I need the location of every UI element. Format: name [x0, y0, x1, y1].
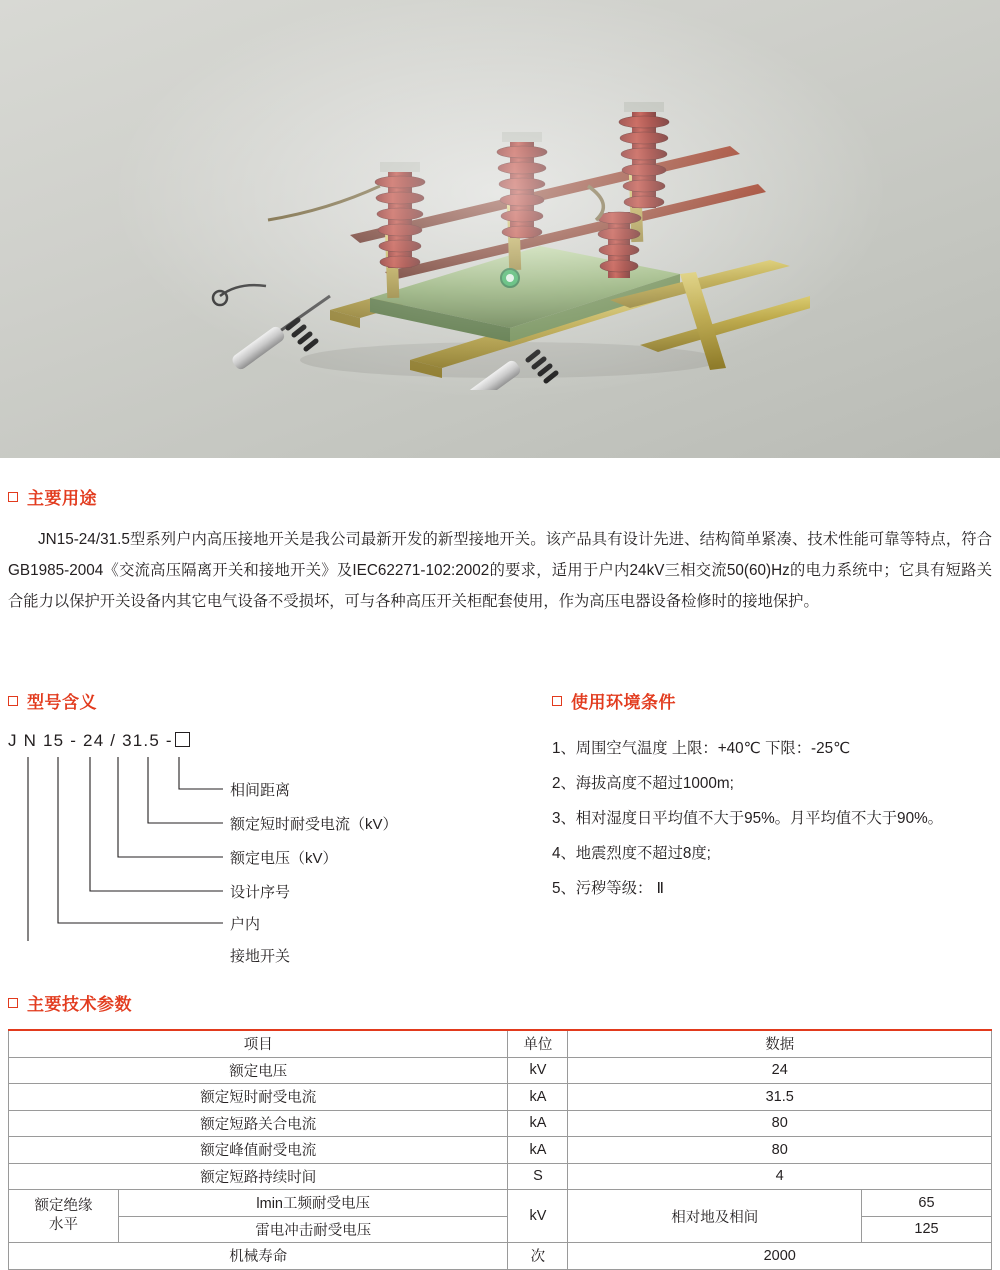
row-item: 额定峰值耐受电流 [9, 1137, 508, 1164]
section-heading-usage [8, 484, 992, 509]
earthing-switch-product-image [210, 60, 810, 390]
insulation-data: 相对地及相间 [568, 1190, 862, 1243]
table-row [9, 1084, 992, 1111]
model-label-5: 接地开关 [230, 948, 291, 965]
row-item: 机械寿命 [9, 1243, 508, 1270]
insulation-group-label-line1: 额定绝缘 [34, 1198, 93, 1214]
usage-paragraph-text: JN15-24/31.5型系列户内高压接地开关是我公司最新开发的新型接地开关。该产品具有设计先进、结构简单紧凑、技术性能可靠等特点，符合GB1985-2004《交流高压隔离开关和接地开关》及IEC62271-102:2002的要求，适用于户内24kV三相交流50(60)Hz的电力系统中；它具有短路关合能力以保护开关设备内其它电气设备不受损坏，可与各种高压开关柜配套使用，作为高压电器设备检修时的接地保护。 [8, 531, 992, 611]
header-data: 数据 [568, 1030, 992, 1057]
row-data: 80 [568, 1110, 992, 1137]
row-unit: kA [508, 1110, 568, 1137]
environment-item: 5、污秽等级： Ⅱ [552, 880, 665, 897]
square-bullet-icon [8, 492, 18, 502]
table-row [9, 1110, 992, 1137]
row-unit: 次 [508, 1243, 568, 1270]
insulation-row-item: 雷电冲击耐受电压 [119, 1216, 508, 1243]
insulation-row-item: lmin工频耐受电压 [119, 1190, 508, 1217]
table-header-row [9, 1030, 992, 1057]
row-data: 24 [568, 1057, 992, 1084]
model-code-text: J N 15 - 24 / 31.5 - [8, 731, 173, 750]
model-leader-lines [8, 731, 478, 941]
environment-item: 3、相对湿度日平均值不大于95%。月平均值不大于90%。 [552, 810, 943, 827]
table-row-insulation-1 [9, 1190, 992, 1217]
section-model-designation [8, 688, 478, 965]
parameters-title: 主要技术参数 [27, 995, 132, 1014]
section-technical-parameters [8, 990, 992, 1270]
model-label-1: 额定短时耐受电流（kV） [230, 816, 398, 833]
row-item: 额定短路持续时间 [9, 1163, 508, 1190]
insulation-row-value: 125 [862, 1216, 992, 1243]
row-item: 额定电压 [9, 1057, 508, 1084]
section-main-usage [8, 484, 992, 633]
environment-item: 2、海拔高度不超过1000m; [552, 775, 734, 792]
section-environment-conditions [552, 688, 1000, 906]
row-unit: kV [508, 1057, 568, 1084]
row-data: 80 [568, 1137, 992, 1164]
parameters-table [8, 1029, 992, 1270]
square-bullet-icon [8, 998, 18, 1008]
model-label-0: 相间距离 [230, 782, 291, 799]
model-title: 型号含义 [27, 693, 97, 712]
model-label-4: 户内 [230, 916, 261, 933]
insulation-group-label-line2: 水平 [49, 1217, 78, 1233]
section-heading-environment [552, 688, 1000, 713]
environment-list [552, 731, 1000, 906]
model-label-2: 额定电压（kV） [230, 850, 338, 867]
square-bullet-icon [552, 696, 562, 706]
product-photo-banner [0, 0, 1000, 458]
table-row [9, 1163, 992, 1190]
insulation-unit: kV [508, 1190, 568, 1243]
model-designation-diagram [8, 731, 478, 965]
environment-item: 4、地震烈度不超过8度; [552, 845, 711, 862]
row-item: 额定短时耐受电流 [9, 1084, 508, 1111]
header-item: 项目 [9, 1030, 508, 1057]
insulation-row-value: 65 [862, 1190, 992, 1217]
section-heading-parameters [8, 990, 992, 1015]
row-unit: kA [508, 1137, 568, 1164]
section-heading-model [8, 688, 478, 713]
usage-title: 主要用途 [27, 489, 97, 508]
table-row [9, 1137, 992, 1164]
table-row [9, 1057, 992, 1084]
insulation-group-label [9, 1190, 119, 1243]
row-unit: kA [508, 1084, 568, 1111]
table-row [9, 1243, 992, 1270]
row-data: 31.5 [568, 1084, 992, 1111]
model-label-3: 设计序号 [230, 884, 291, 901]
header-unit: 单位 [508, 1030, 568, 1057]
environment-title: 使用环境条件 [571, 693, 676, 712]
environment-item: 1、周围空气温度 上限：+40℃ 下限：-25℃ [552, 740, 851, 757]
usage-paragraph [8, 524, 992, 617]
square-bullet-icon [8, 696, 18, 706]
row-item: 额定短路关合电流 [9, 1110, 508, 1137]
row-unit: S [508, 1163, 568, 1190]
row-data: 4 [568, 1163, 992, 1190]
row-data: 2000 [568, 1243, 992, 1270]
